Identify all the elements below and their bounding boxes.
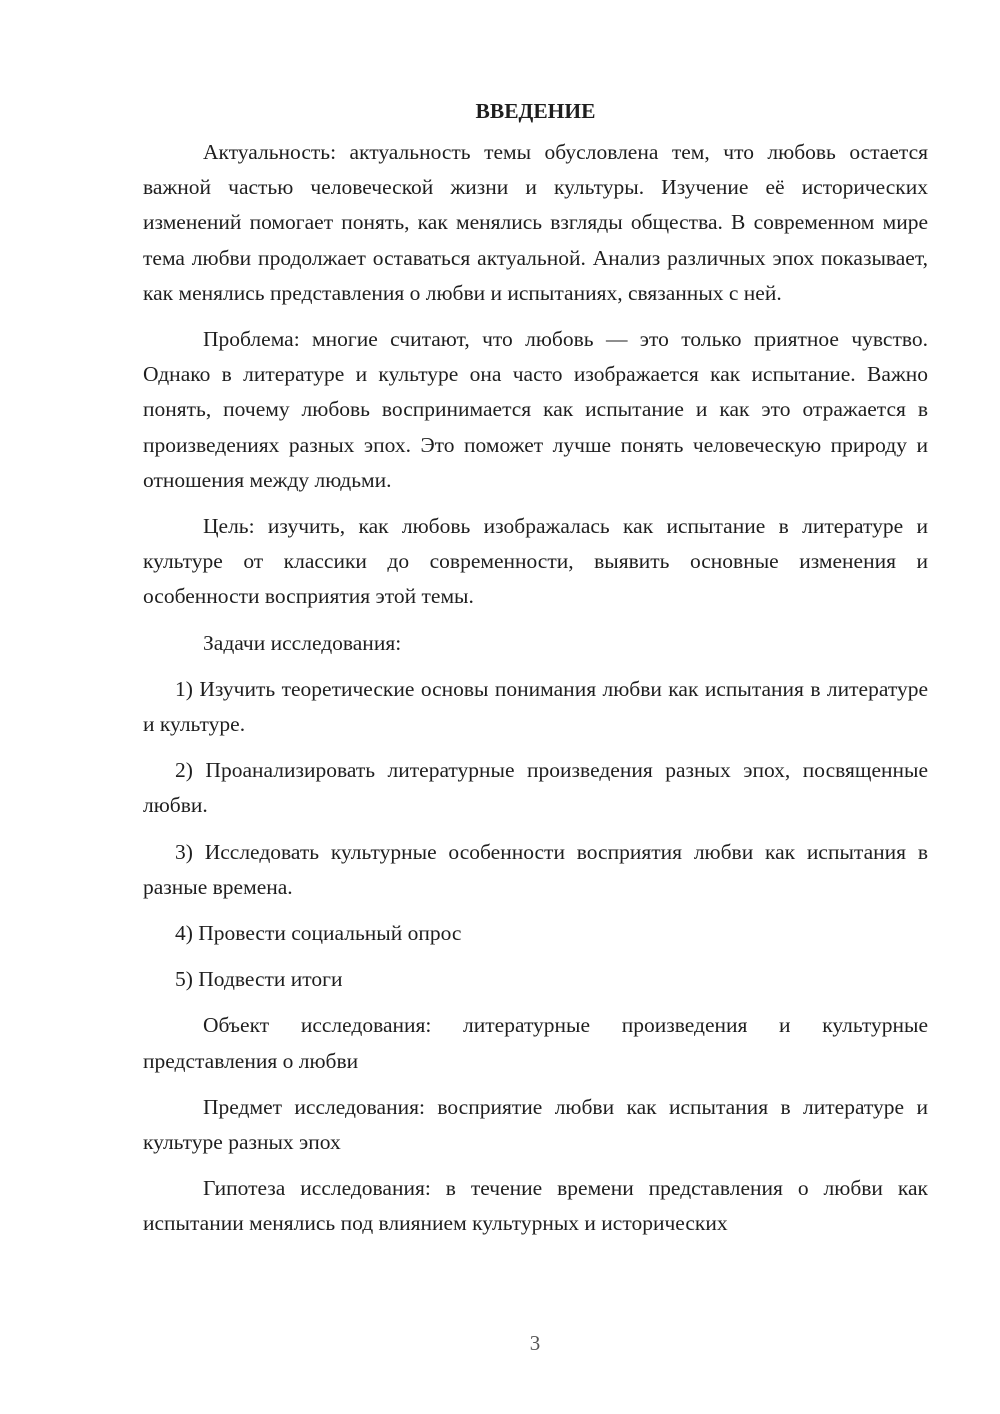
tasks-list	[143, 672, 928, 998]
goal-paragraph: Цель: изучить, как любовь изображалась как испытание в литературе и культуре от классики до современности, выявить основные изменения и особенности восприятия этой темы.	[143, 514, 928, 609]
task-item: 5) Подвести итоги	[175, 967, 343, 992]
subject-paragraph: Предмет исследования: восприятие любви как испытания в литературе и культуре разных эпох	[143, 1094, 928, 1155]
document-page	[143, 94, 928, 1242]
tasks-heading: Задачи исследования:	[203, 630, 402, 655]
hypothesis-paragraph: Гипотеза исследования: в течение времени представления о любви как испытании менялись под влиянием культурных и исторических	[143, 1176, 928, 1236]
relevance-paragraph: Актуальность: актуальность темы обусловлена тем, что любовь остается важной частью человеческой жизни и культуры. Изучение её исторических изменений помогает понять, как менялись взгляды общества. В современном мире тема любви продолжает оставаться актуальной. Анализ различных эпох показывает, как менялись представления о любви и испытаниях, связанных с ней.	[143, 140, 928, 305]
section-title: ВВЕДЕНИЕ	[475, 99, 596, 123]
task-item: 3) Исследовать культурные особенности восприятия любви как испытания в разные времена.	[143, 839, 928, 899]
page-number: 3	[529, 1331, 541, 1355]
problem-paragraph: Проблема: многие считают, что любовь — это только приятное чувство. Однако в литературе и культуре она часто изображается как испытание. Важно понять, почему любовь воспринимается как испытание и как это отражается в произведениях разных эпох. Это поможет лучше понять человеческую природу и отношения между людьми.	[143, 327, 928, 492]
task-item: 4) Провести социальный опрос	[175, 921, 462, 946]
object-paragraph: Объект исследования: литературные произведения и культурные представления о любви	[143, 1013, 928, 1073]
task-item: 1) Изучить теоретические основы понимания любви как испытания в литературе и культуре.	[143, 676, 928, 737]
task-item: 2) Проанализировать литературные произведения разных эпох, посвященные любви.	[143, 758, 928, 818]
